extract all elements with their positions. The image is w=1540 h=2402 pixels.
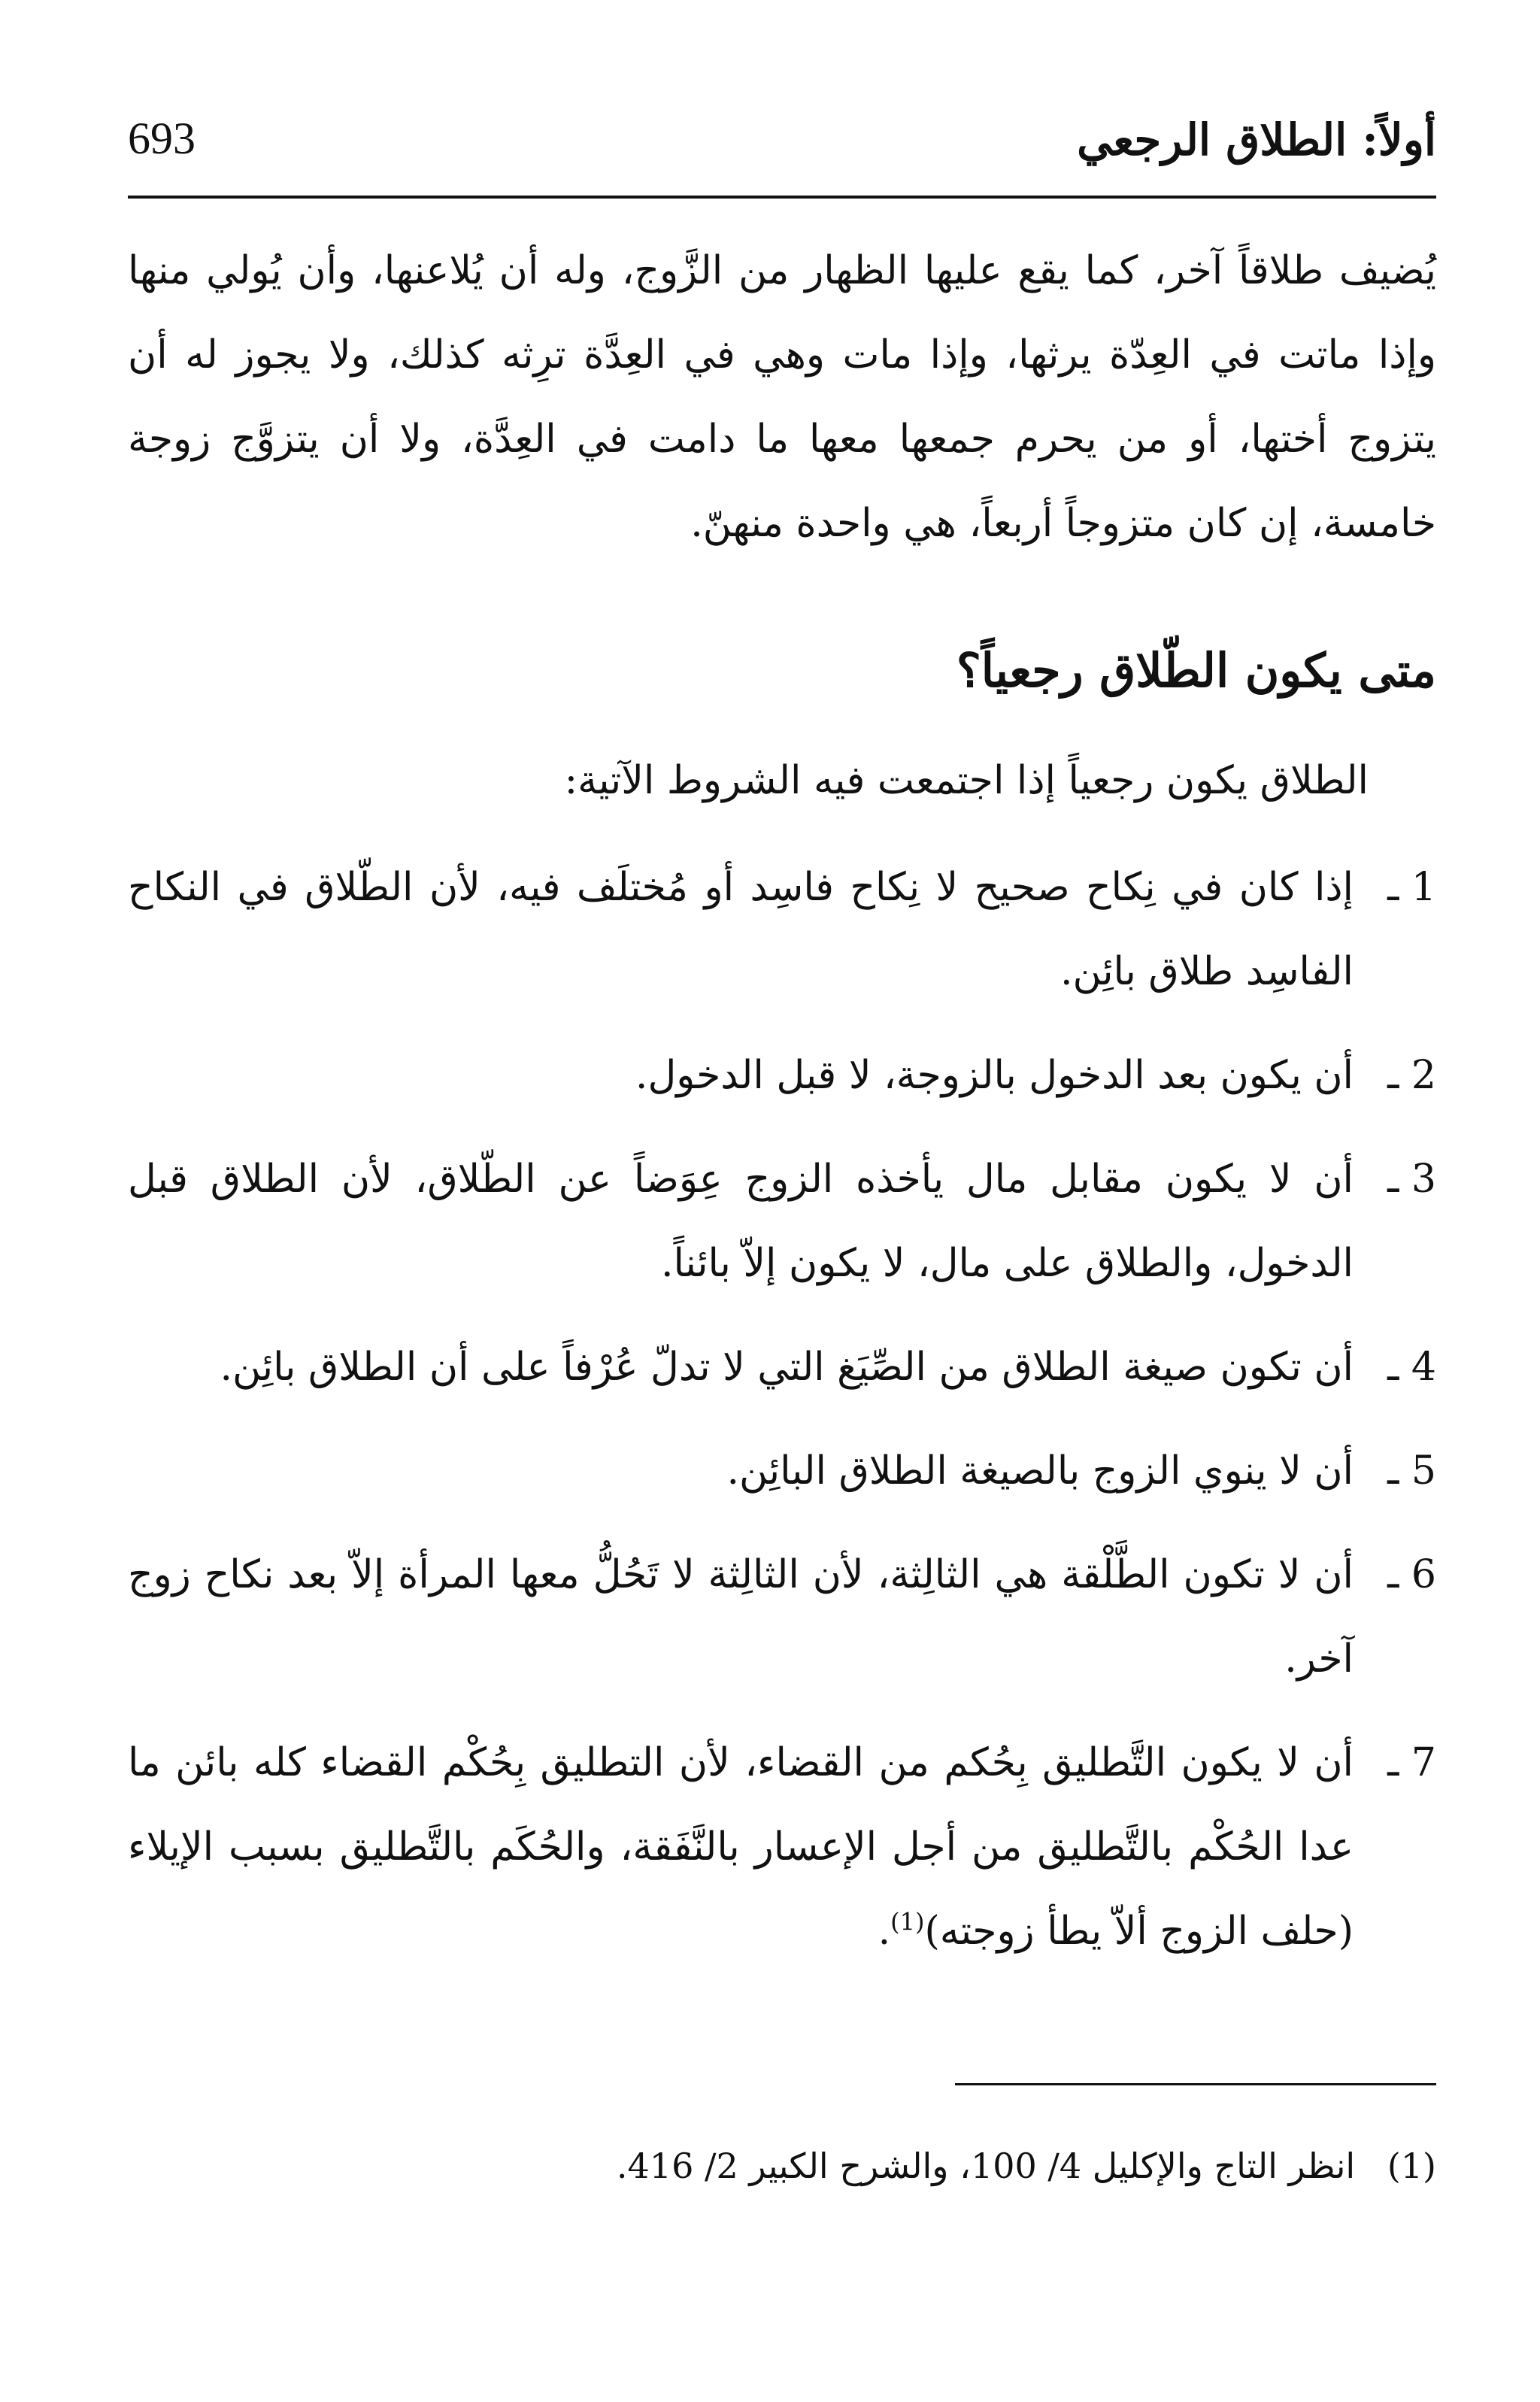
condition-item xyxy=(128,1137,1436,1306)
condition-text: أن لا ينوي الزوج بالصيغة الطلاق البائِن. xyxy=(726,1448,1354,1494)
footnote-divider xyxy=(955,2083,1436,2085)
book-page xyxy=(128,90,1436,2346)
footnote xyxy=(617,2136,1436,2196)
footnote-reference[interactable]: (1) xyxy=(890,1907,925,1936)
condition-number: 3 ـ xyxy=(1387,1157,1436,1202)
footnote-text: انظر التاج والإكليل 4/ 100، والشرح الكبير 2/ 416. xyxy=(616,2146,1356,2186)
condition-item xyxy=(128,1033,1436,1118)
condition-number: 1 ـ xyxy=(1387,865,1436,910)
section-lead: الطلاق يكون رجعياً إذا اجتمعت فيه الشروط الآتية: xyxy=(564,758,1369,803)
condition-text xyxy=(128,1721,1354,1973)
condition-text: أن يكون بعد الدخول بالزوجة، لا قبل الدخول. xyxy=(635,1053,1354,1098)
chapter-title: أولاً: الطلاق الرجعي xyxy=(1077,114,1436,165)
condition-tail: . xyxy=(878,1909,891,1954)
footnote-mark: (1) xyxy=(1387,2146,1436,2186)
condition-item xyxy=(128,1721,1436,1973)
section-heading: متى يكون الطّلاق رجعياً؟ xyxy=(956,643,1436,698)
page-number: 693 xyxy=(128,114,196,163)
running-header xyxy=(128,90,1436,199)
condition-number: 5 ـ xyxy=(1387,1448,1436,1494)
condition-text: أن تكون صيغة الطلاق من الصِّيَغ التي لا تدلّ عُرْفاً على أن الطلاق بائِن. xyxy=(220,1345,1354,1390)
condition-number: 4 ـ xyxy=(1387,1345,1436,1390)
condition-item xyxy=(128,1429,1436,1513)
condition-number: 7 ـ xyxy=(1387,1740,1436,1785)
intro-paragraph: يُضيف طلاقاً آخر، كما يقع عليها الظهار من الزَّوج، وله أن يُلاعنها، وأن يُولي منها وإذا ماتت في العِدّة يرثها، وإذا مات وهي في العِدَّة ترِثه كذلك، ولا يجوز له أن يتزوج أختها، أو من يحرم جمعها معها ما دامت في العِدَّة، ولا أن يتزوَّج زوجة خامسة، إن كان متزوجاً أربعاً، هي واحدة منهنّ. xyxy=(128,248,1436,546)
condition-number: 6 ـ xyxy=(1387,1552,1436,1597)
condition-number: 2 ـ xyxy=(1387,1053,1436,1098)
condition-item xyxy=(128,1533,1436,1701)
condition-text: أن لا يكون مقابل مال يأخذه الزوج عِوَضاً عن الطّلاق، لأن الطلاق قبل الدخول، والطلاق على مال، لا يكون إلاّ بائناً. xyxy=(128,1157,1354,1286)
condition-text: إذا كان في نِكاح صحيح لا نِكاح فاسِد أو مُختلَف فيه، لأن الطّلاق في النكاح الفاسِد طلاق بائِن. xyxy=(128,865,1354,994)
conditions-list xyxy=(128,845,1436,1973)
condition-body: أن لا يكون التَّطليق بِحُكم من القضاء، لأن التطليق بِحُكْم القضاء كله بائن ما عدا الحُكْم بالتَّطليق من أجل الإعسار بالنَّفَقة، والحُكَم بالتَّطليق بسبب الإيلاء (حلف الزوج ألاّ يطأ زوجته) xyxy=(128,1740,1354,1954)
condition-item xyxy=(128,1325,1436,1409)
condition-text: أن لا تكون الطَّلْقة هي الثالِثة، لأن الثالِثة لا تَحُلُّ معها المرأة إلاّ بعد نكاح زوج آخر. xyxy=(128,1552,1354,1682)
condition-item xyxy=(128,845,1436,1014)
